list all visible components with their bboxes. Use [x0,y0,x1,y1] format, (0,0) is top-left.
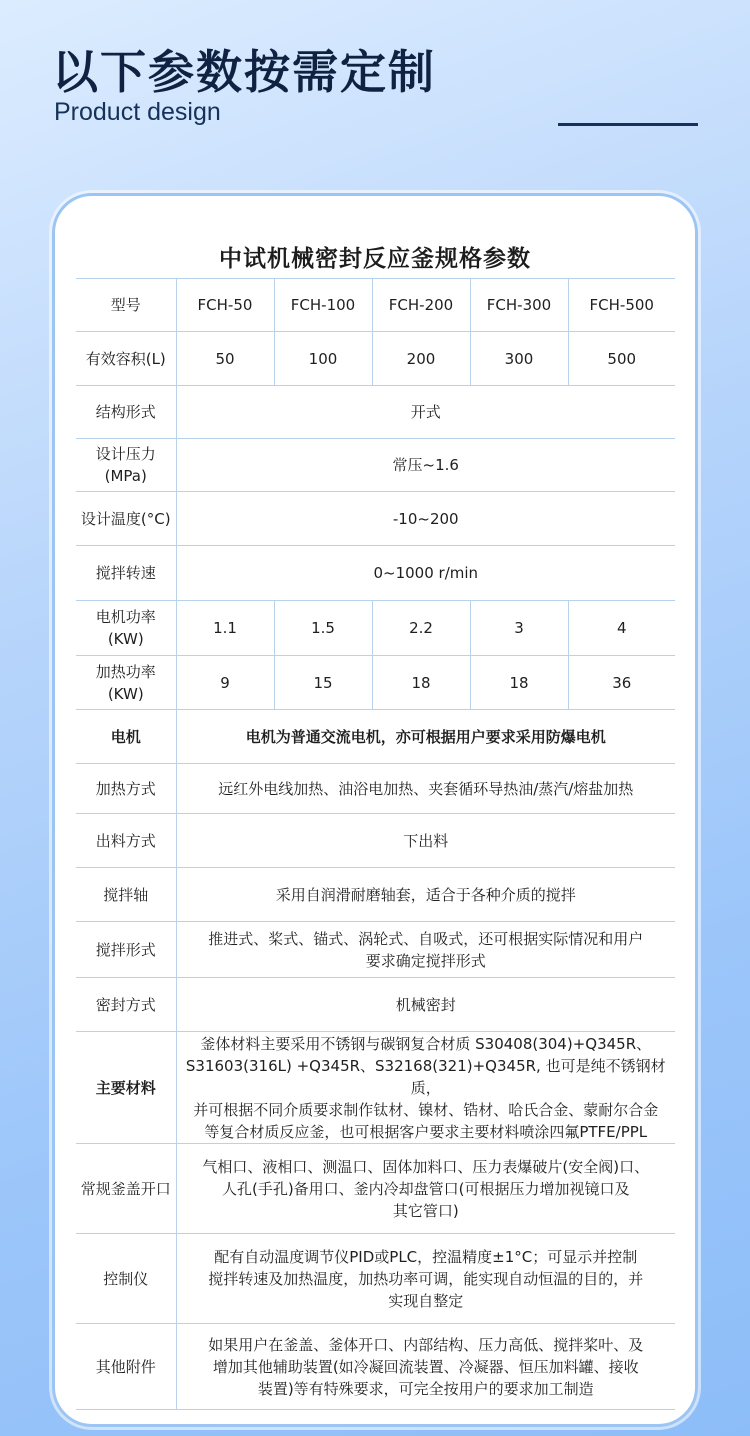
model-cell: FCH-300 [470,279,568,332]
table-row [76,1032,675,1144]
volume-cell: 50 [176,332,274,386]
table-row [76,814,675,868]
structure-value: 开式 [176,386,675,439]
motor-power-cell: 1.1 [176,601,274,656]
table-row [76,656,675,710]
openings-line: 气相口、液相口、测温口、固体加料口、压力表爆破片(安全阀)口、 [202,1157,650,1176]
accessories-line: 如果用户在釜盖、釜体开口、内部结构、压力高低、搅拌桨叶、及 [208,1335,644,1354]
row-label-accessories: 其他附件 [76,1324,176,1410]
table-row [76,710,675,764]
row-label-openings: 常规釜盖开口 [76,1144,176,1234]
title-underline [558,123,698,126]
row-label-heating-method: 加热方式 [76,764,176,814]
stirring-form-line: 推进式、桨式、锚式、涡轮式、自吸式，还可根据实际情况和用户 [208,929,644,948]
accessories-line: 增加其他辅助装置(如冷凝回流装置、冷凝器、恒压加料罐、接收 [212,1357,639,1376]
heating-power-cell: 15 [274,656,372,710]
motor-power-cell: 4 [568,601,675,656]
table-row [76,922,675,978]
table-row [76,1324,675,1410]
table-row [76,764,675,814]
motor-value: 电机为普通交流电机，亦可根据用户要求采用防爆电机 [176,710,675,764]
row-label-model: 型号 [76,279,176,332]
table-row [76,868,675,922]
table-row [76,279,675,332]
row-label-sealing: 密封方式 [76,978,176,1032]
row-label-controller: 控制仪 [76,1234,176,1324]
controller-value [176,1234,675,1324]
motor-power-cell: 2.2 [372,601,470,656]
heating-power-cell: 9 [176,656,274,710]
row-label-speed: 搅拌转速 [76,546,176,601]
row-label-heating-power: 加热功率(KW) [76,656,176,710]
volume-cell: 100 [274,332,372,386]
volume-cell: 200 [372,332,470,386]
row-label-shaft: 搅拌轴 [76,868,176,922]
material-line: 并可根据不同介质要求制作钛材、镍材、锆材、哈氏合金、蒙耐尔合金 [193,1100,659,1119]
openings-value [176,1144,675,1234]
controller-line: 配有自动温度调节仪PID或PLC，控温精度±1°C；可显示并控制 [214,1247,638,1266]
material-line: 等复合材质反应釜，也可根据客户要求主要材料喷涂四氟PTFE/PPL [204,1122,648,1141]
table-row [76,439,675,492]
volume-cell: 500 [568,332,675,386]
controller-line: 实现自整定 [388,1291,464,1310]
spec-card [52,193,698,1427]
volume-cell: 300 [470,332,568,386]
model-cell: FCH-50 [176,279,274,332]
discharge-value: 下出料 [176,814,675,868]
row-label-motor-power: 电机功率(KW) [76,601,176,656]
material-line: 釜体材料主要采用不锈钢与碳钢复合材质 S30408(304)+Q345R、 [200,1034,652,1053]
table-title: 中试机械密封反应釜规格参数 [219,246,531,272]
accessories-line: 装置)等有特殊要求，可完全按用户的要求加工制造 [257,1379,594,1398]
sealing-value: 机械密封 [176,978,675,1032]
model-cell: FCH-200 [372,279,470,332]
table-row [76,492,675,546]
table-row [76,546,675,601]
heating-power-cell: 18 [470,656,568,710]
stirring-form-line: 要求确定搅拌形式 [365,951,486,970]
material-value [176,1032,675,1144]
table-row [76,332,675,386]
table-row [76,1144,675,1234]
openings-line: 其它管口) [392,1201,459,1220]
heating-power-cell: 18 [372,656,470,710]
row-label-structure: 结构形式 [76,386,176,439]
table-row [76,386,675,439]
pressure-value: 常压~1.6 [176,439,675,492]
row-label-stirring-form: 搅拌形式 [76,922,176,978]
heating-method-value: 远红外电线加热、油浴电加热、夹套循环导热油/蒸汽/熔盐加热 [176,764,675,814]
row-label-material: 主要材料 [76,1032,176,1144]
material-line: S31603(316L) +Q345R、S32168(321)+Q345R, 也可是纯不锈钢材质， [185,1056,666,1097]
model-cell: FCH-100 [274,279,372,332]
speed-value: 0~1000 r/min [176,546,675,601]
openings-line: 人孔(手孔)备用口、釜内冷却盘管口(可根据压力增加视镜口及 [221,1179,630,1198]
table-row [76,1234,675,1324]
temperature-value: -10~200 [176,492,675,546]
row-label-temperature: 设计温度(°C) [76,492,176,546]
row-label-volume: 有效容积(L) [76,332,176,386]
table-row [76,601,675,656]
page-title: 以下参数按需定制 [52,45,436,99]
row-label-discharge: 出料方式 [76,814,176,868]
shaft-value: 采用自润滑耐磨轴套，适合于各种介质的搅拌 [176,868,675,922]
motor-power-cell: 1.5 [274,601,372,656]
row-label-motor: 电机 [76,710,176,764]
spec-table [76,278,675,1410]
row-label-pressure: 设计压力(MPa) [76,439,176,492]
motor-power-cell: 3 [470,601,568,656]
page-subtitle: Product design [54,98,221,126]
table-row [76,978,675,1032]
controller-line: 搅拌转速及加热温度，加热功率可调，能实现自动恒温的目的，并 [208,1269,644,1288]
model-cell: FCH-500 [568,279,675,332]
heating-power-cell: 36 [568,656,675,710]
accessories-value [176,1324,675,1410]
stirring-form-value [176,922,675,978]
